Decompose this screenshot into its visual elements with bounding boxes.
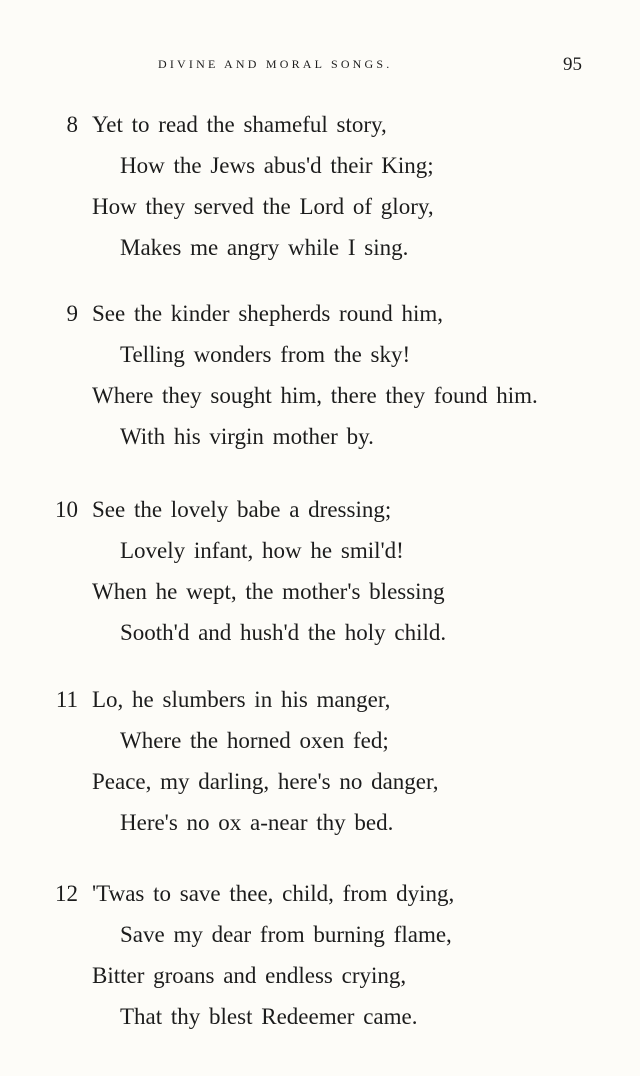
verse-line: How they served the Lord of glory, [92,194,434,219]
verse-line: 'Twas to save thee, child, from dying, [92,881,455,906]
verse-line: See the kinder shepherds round him, [92,301,443,326]
verse-line: Where they sought him, there they found him. [92,383,538,408]
stanza-number: 10 [55,497,78,522]
verse-line: When he wept, the mother's blessing [92,579,445,604]
verse-line: Sooth'd and hush'd the holy child. [120,620,447,645]
verse-line: Telling wonders from the sky! [120,342,411,367]
verse-line: That thy blest Redeemer came. [120,1004,418,1029]
stanza-number: 8 [66,112,78,137]
verse-line: See the lovely babe a dressing; [92,497,392,522]
verse-line: Yet to read the shameful story, [92,112,387,137]
header-title: DIVINE AND MORAL SONGS. [158,57,393,71]
page-number: 95 [563,54,582,75]
verse-line: Peace, my darling, here's no danger, [92,769,439,794]
verse-line: How the Jews abus'd their King; [120,153,434,178]
stanza-number: 9 [66,301,78,326]
verse-line: Lovely infant, how he smil'd! [120,538,404,563]
verse-line: Makes me angry while I sing. [120,235,409,260]
verse-line: Where the horned oxen fed; [120,728,389,753]
verse-line: Save my dear from burning flame, [120,922,452,947]
verse-line: Lo, he slumbers in his manger, [92,687,391,712]
verse-line: With his virgin mother by. [120,424,374,449]
stanza-number: 12 [55,881,78,906]
stanza-number: 11 [55,687,78,712]
verse-line: Bitter groans and endless crying, [92,963,407,988]
verse-line: Here's no ox a-near thy bed. [120,810,394,835]
